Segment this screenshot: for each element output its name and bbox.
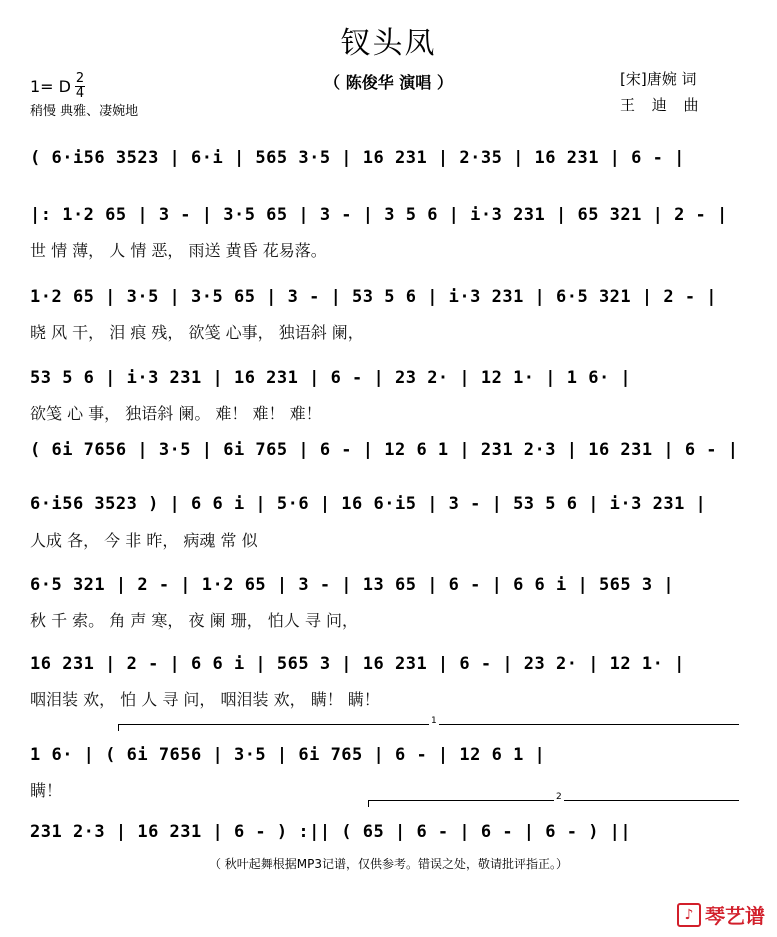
- lyricist-credit: [宋]唐婉 词: [620, 70, 697, 88]
- lyric-line: 人成 各， 今 非 昨， 病魂 常 似: [30, 531, 258, 550]
- time-bottom: 4: [75, 86, 85, 101]
- volta-2-number: 2: [556, 792, 562, 802]
- score-row: 6·i56 3523 ) | 6 6 i | 5·6 | 16 6·i5 | 3 - | 53 5 6 | i·3 231 |: [30, 494, 707, 514]
- tempo-marking: 稍慢 典雅、凄婉地: [30, 104, 139, 119]
- score-row: |: 1·2 65 | 3 - | 3·5 65 | 3 - | 3 5 6 | i·3 231 | 65 321 | 2 - |: [30, 205, 728, 225]
- lyric-line: 欲笺 心 事， 独语斜 阑。 难！ 难！ 难！: [30, 404, 322, 423]
- song-title: 钗头凤: [340, 26, 437, 61]
- time-signature: [75, 72, 85, 101]
- volta-1-bracket: [118, 716, 739, 731]
- composer-credit: 王 迪 曲: [620, 96, 705, 114]
- lyric-line: 晓 风 干， 泪 痕 残， 欲笺 心事， 独语斜 阑，: [30, 323, 364, 342]
- key-signature: [30, 72, 85, 101]
- volta-2-bracket: [368, 792, 739, 807]
- lyric-line: 秋 千 索。 角 声 寒， 夜 阑 珊， 怕人 寻 问，: [30, 611, 358, 630]
- transcription-note: （ 秋叶起舞根据MP3记谱，仅供参考。错误之处，敬请批评指正。）: [208, 857, 569, 871]
- score-row: ( 6·i56 3523 | 6·i | 565 3·5 | 16 231 | 2·35 | 16 231 | 6 - |: [30, 148, 685, 168]
- score-row: 53 5 6 | i·3 231 | 16 231 | 6 - | 23 2· | 12 1· | 1 6· |: [30, 368, 632, 388]
- score-row: 231 2·3 | 16 231 | 6 - ) :|| ( 65 | 6 - | 6 - | 6 - ) ||: [30, 822, 632, 842]
- logo-text: 琴艺谱: [705, 904, 765, 928]
- logo-icon: ♪: [677, 903, 701, 927]
- score-row: 1·2 65 | 3·5 | 3·5 65 | 3 - | 53 5 6 | i·3 231 | 6·5 321 | 2 - |: [30, 287, 718, 307]
- score-row: 16 231 | 2 - | 6 6 i | 565 3 | 16 231 | 6 - | 23 2· | 12 1· |: [30, 654, 685, 674]
- time-top: 2: [75, 71, 85, 86]
- score-row: 6·5 321 | 2 - | 1·2 65 | 3 - | 13 65 | 6 - | 6 6 i | 565 3 |: [30, 575, 675, 595]
- site-logo: [677, 900, 765, 929]
- key-label: 1= D: [30, 77, 71, 96]
- singer-credit: （ 陈俊华 演唱 ）: [324, 73, 453, 92]
- lyric-line: 咽泪装 欢， 怕 人 寻 问， 咽泪装 欢， 瞒！ 瞒！: [30, 690, 380, 709]
- lyric-line: 世 情 薄， 人 情 恶， 雨送 黄昏 花易落。: [30, 241, 327, 260]
- score-row: 1 6· | ( 6i 7656 | 3·5 | 6i 765 | 6 - | 12 6 1 |: [30, 745, 546, 765]
- score-row: ( 6i 7656 | 3·5 | 6i 765 | 6 - | 12 6 1 | 231 2·3 | 16 231 | 6 - |: [30, 440, 739, 460]
- lyric-line: 瞒！: [30, 781, 63, 800]
- volta-1-number: 1: [431, 716, 437, 726]
